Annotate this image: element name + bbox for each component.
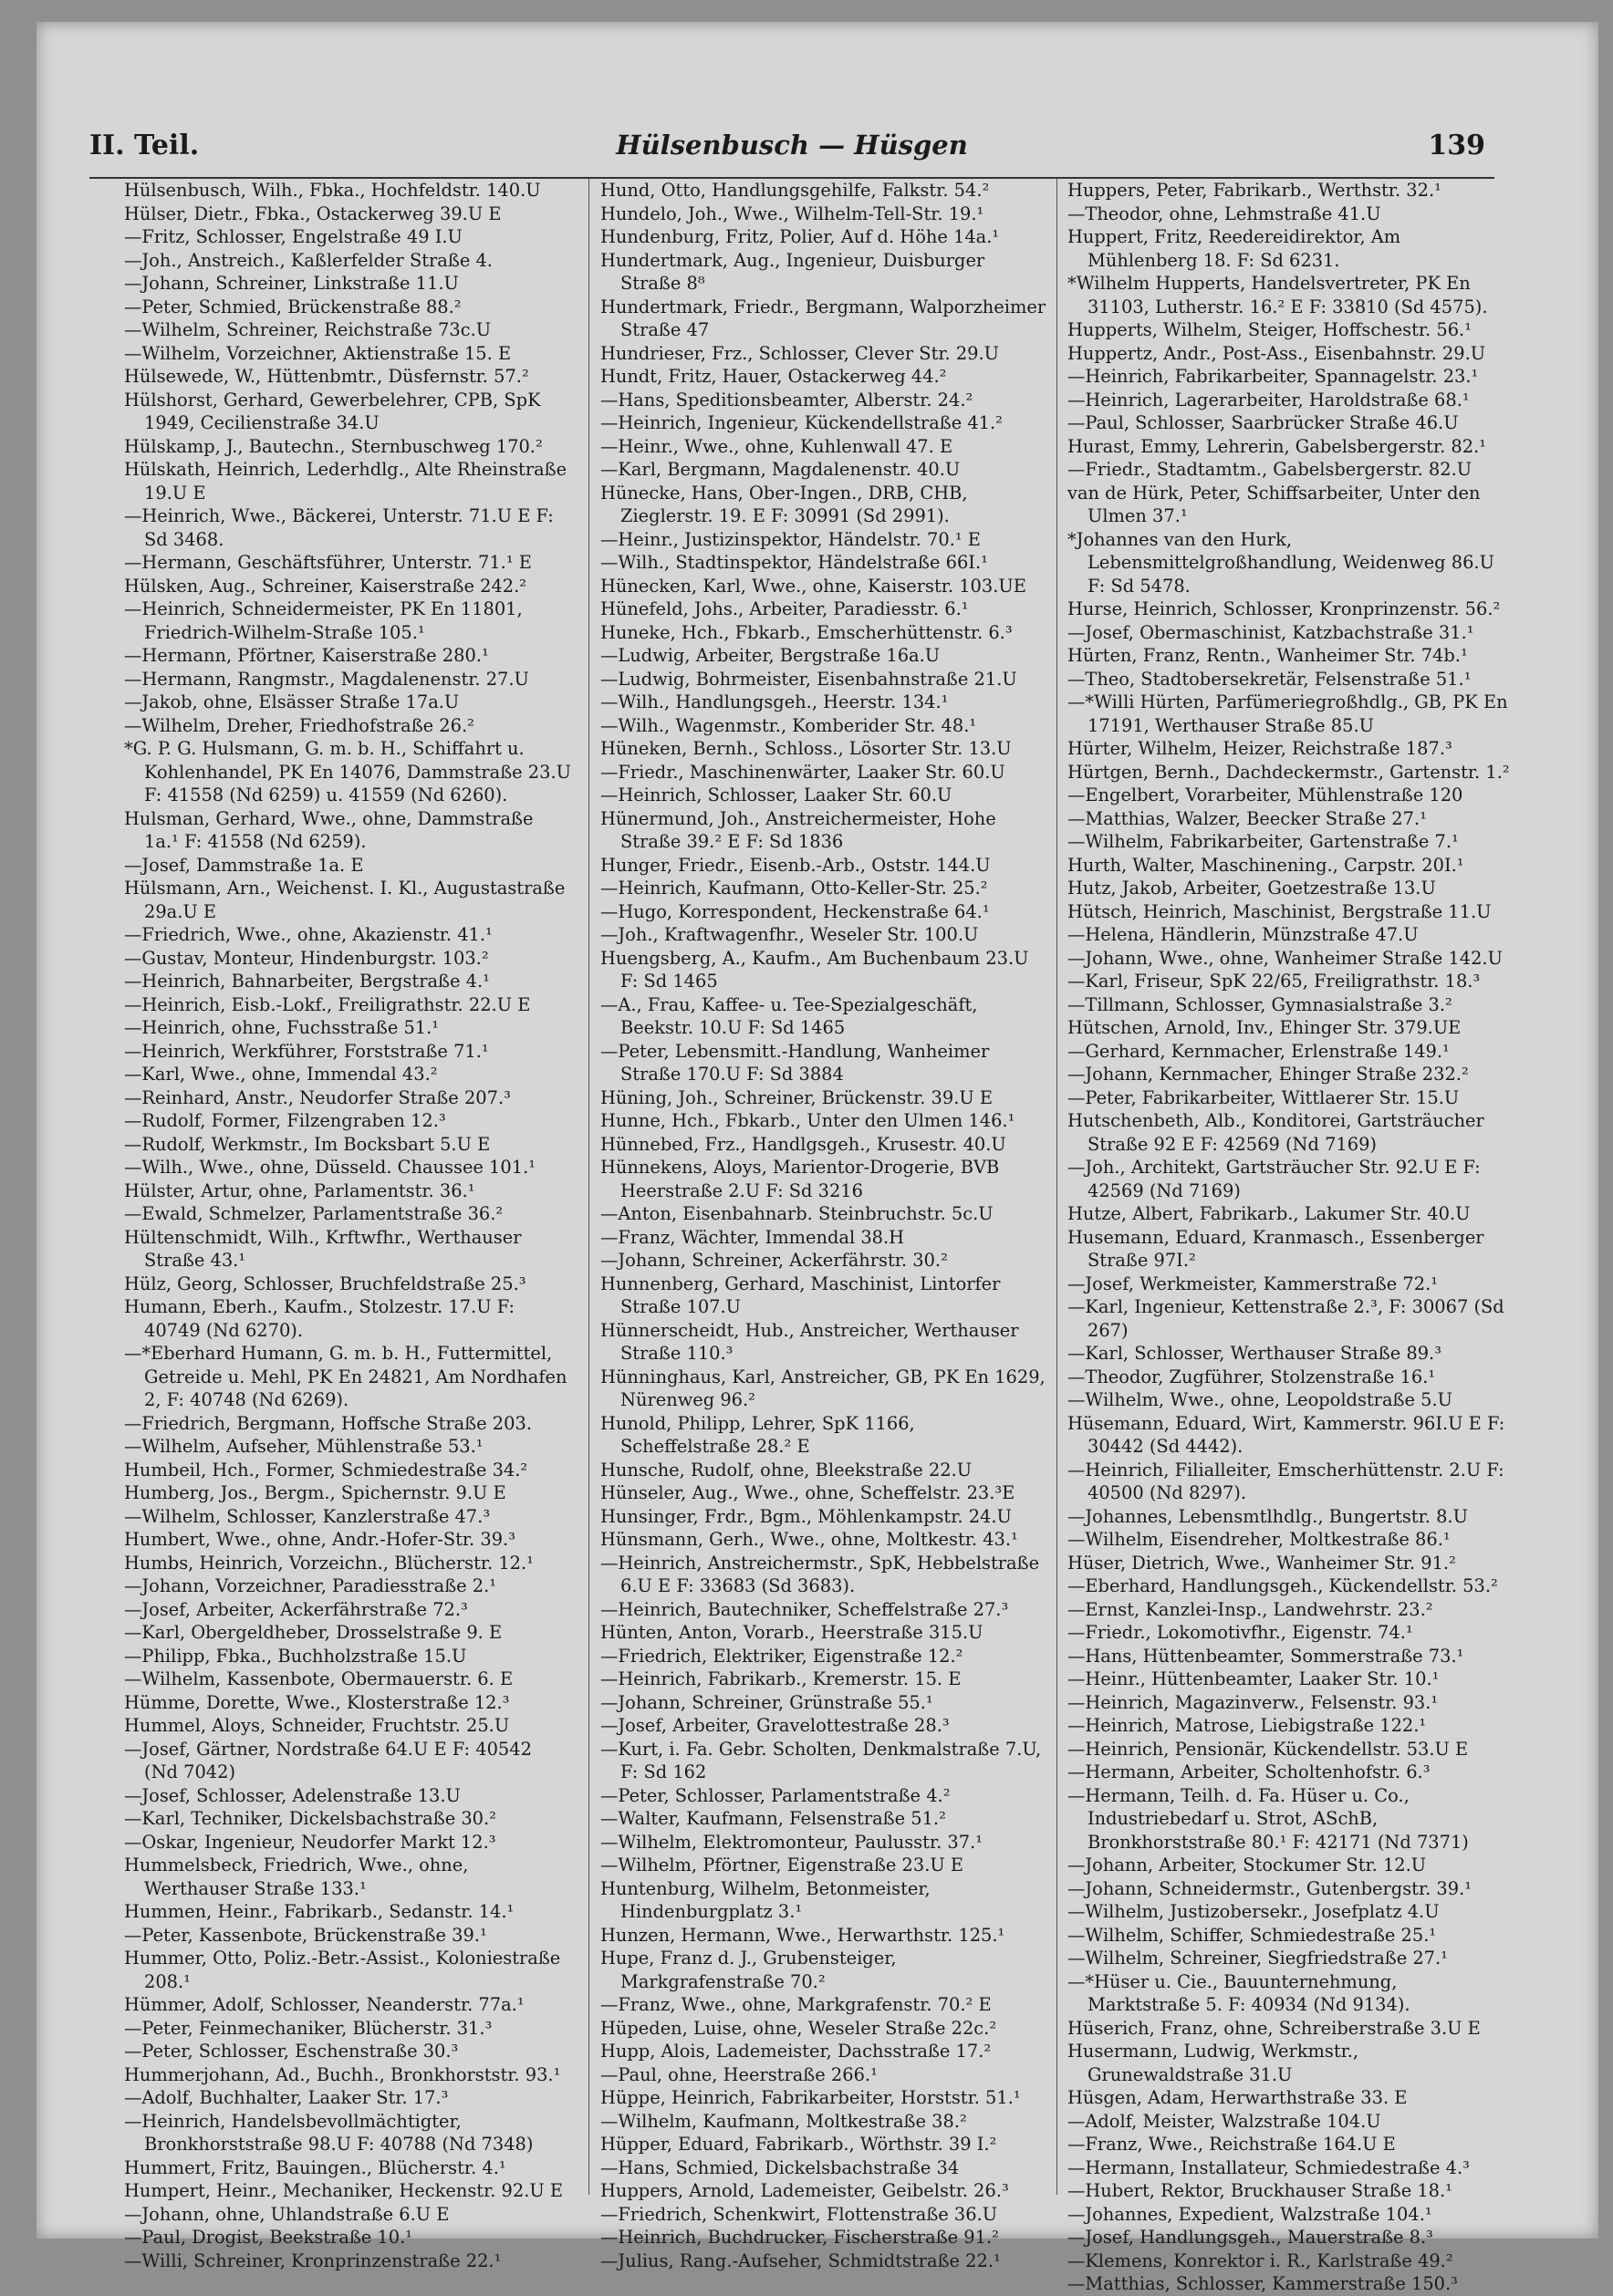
section-label: II. Teil. <box>89 130 200 161</box>
directory-entry: —Wilhelm, Kassenbote, Obermauerstr. 6. E <box>124 1668 514 1689</box>
directory-entry: —Theodor, ohne, Lehmstraße 41.U <box>1067 203 1381 224</box>
directory-entry: Humbert, Wwe., ohne, Andr.-Hofer-Str. 39.³ <box>124 1529 515 1550</box>
directory-entry: —Josef, Gärtner, Nordstraße 64.U E F: 40542 (Nd 7042) <box>124 1738 532 1782</box>
directory-entry: Hundrieser, Frz., Schlosser, Clever Str. 29.U <box>600 342 1000 364</box>
directory-entry: —Friedrich, Bergmann, Hoffsche Straße 203. <box>124 1412 532 1434</box>
directory-entry: Hupe, Franz d. J., Grubensteiger, Markgrafenstraße 70.² <box>600 1948 897 1992</box>
directory-entry: —Joh., Kraftwagenfhr., Weseler Str. 100.U <box>600 924 979 945</box>
directory-entry: —Heinrich, Bahnarbeiter, Bergstraße 4.¹ <box>124 971 490 992</box>
directory-entry: —Helena, Händlerin, Münzstraße 47.U <box>1067 924 1419 945</box>
directory-entry: —Hugo, Korrespondent, Heckenstraße 64.¹ <box>600 900 990 922</box>
directory-entry: —Heinrich, Handelsbevollmächtigter, Bronkhorststraße 98.U F: 40788 (Nd 7348) <box>124 2110 534 2155</box>
directory-entry: —Josef, Arbeiter, Gravelottestraße 28.³ <box>600 1715 950 1736</box>
directory-entry: —Wilhelm, Wwe., ohne, Leopoldstraße 5.U <box>1067 1389 1452 1410</box>
directory-entry: Hunold, Philipp, Lehrer, SpK 1166, Scheffelstraße 28.² E <box>600 1412 915 1457</box>
page-title: Hülsenbusch — Hüsgen <box>616 130 968 161</box>
directory-entry: —Peter, Feinmechaniker, Blücherstr. 31.³ <box>124 2017 493 2039</box>
directory-entry: —Heinrich, Anstreichermstr., SpK, Hebbelstraße 6.U E F: 33683 (Sd 3683). <box>600 1552 1040 1596</box>
directory-entry: Hummer, Otto, Poliz.-Betr.-Assist., Koloniestraße 208.¹ <box>124 1948 561 1992</box>
directory-entry: —Matthias, Walzer, Beecker Straße 27.¹ <box>1067 807 1427 829</box>
directory-entry: —Eberhard, Handlungsgeh., Kückendellstr. 53.² <box>1067 1575 1498 1596</box>
directory-entry: Hünnerscheidt, Hub., Anstreicher, Werthauser Straße 110.³ <box>600 1319 1019 1364</box>
directory-entry: Hunsinger, Frdr., Bgm., Möhlenkampstr. 24.U <box>600 1505 1012 1527</box>
directory-entry: Hunger, Friedr., Eisenb.-Arb., Oststr. 144.U <box>600 854 991 876</box>
directory-entry: Hurast, Emmy, Lehrerin, Gabelsbergerstr. 82.¹ <box>1067 435 1487 457</box>
directory-entry: Hupp, Alois, Lademeister, Dachsstraße 17.² <box>600 2041 992 2062</box>
directory-entry: —Heinrich, Matrose, Liebigstraße 122.¹ <box>1067 1715 1427 1736</box>
directory-entry: Hummen, Heinr., Fabrikarb., Sedanstr. 14.¹ <box>124 1901 515 1922</box>
directory-entry: —Hans, Hüttenbeamter, Sommerstraße 73.¹ <box>1067 1645 1464 1667</box>
directory-entry: —Ludwig, Arbeiter, Bergstraße 16a.U <box>600 645 941 666</box>
directory-entry: —Heinr., Justizinspektor, Händelstr. 70.¹ E <box>600 528 981 550</box>
directory-entry: *Johannes van den Hurk, Lebensmittelgroßhandlung, Weidenweg 86.U F: Sd 5478. <box>1067 528 1494 597</box>
directory-entry: Hundertmark, Aug., Ingenieur, Duisburger Straße 8⁸ <box>600 249 985 294</box>
directory-entry: —Hermann, Installateur, Schmiedestraße 4.³ <box>1067 2156 1470 2178</box>
directory-entry: —Reinhard, Anstr., Neudorfer Straße 207.³ <box>124 1086 511 1108</box>
directory-entry: —Julius, Rang.-Aufseher, Schmidtstraße 22.¹ <box>600 2249 1001 2271</box>
directory-entry: —Hermann, Rangmstr., Magdalenenstr. 27.U <box>124 668 529 690</box>
directory-entry: Hutz, Jakob, Arbeiter, Goetzestraße 13.U <box>1067 878 1436 899</box>
directory-entry: —Heinrich, Schlosser, Laaker Str. 60.U <box>600 784 952 805</box>
directory-entry: —Wilhelm, Schreiner, Reichstraße 73c.U <box>124 319 492 340</box>
directory-entry: —Joh., Anstreich., Kaßlerfelder Straße 4. <box>124 249 493 271</box>
directory-entry: —Karl, Obergeldheber, Drosselstraße 9. E <box>124 1622 503 1643</box>
directory-entry: —Philipp, Fbka., Buchholzstraße 15.U <box>124 1645 467 1667</box>
page-number: 139 <box>1428 130 1485 161</box>
directory-entry: —Engelbert, Vorarbeiter, Mühlenstraße 120 <box>1067 784 1463 805</box>
directory-entry: —Karl, Wwe., ohne, Immendal 43.² <box>124 1064 438 1085</box>
directory-entry: —Johann, Schreiner, Grünstraße 55.¹ <box>600 1691 933 1713</box>
directory-entry: Hulsman, Gerhard, Wwe., ohne, Dammstraße 1a.¹ F: 41558 (Nd 6259). <box>124 807 534 852</box>
directory-entry: —Heinrich, ohne, Fuchsstraße 51.¹ <box>124 1017 440 1038</box>
directory-entry: —Wilh., Stadtinspektor, Händelstraße 66I.¹ <box>600 552 988 573</box>
directory-entry: —Friedrich, Elektriker, Eigenstraße 12.² <box>600 1645 963 1667</box>
directory-entry: Hutschenbeth, Alb., Konditorei, Gartsträucher Straße 92 E F: 42569 (Nd 7169) <box>1067 1110 1484 1155</box>
directory-entry: —Hermann, Teilh. d. Fa. Hüser u. Co., Industriebedarf u. Strot, ASchB, Bronkhorststraße 80.¹ F: 42171 (Nd 7371) <box>1067 1784 1469 1853</box>
directory-entry: Humbs, Heinrich, Vorzeichn., Blücherstr. 12.¹ <box>124 1552 534 1574</box>
directory-entry: Hüpper, Eduard, Fabrikarb., Wörthstr. 39 I.² <box>600 2134 997 2155</box>
directory-entry: —Josef, Arbeiter, Ackerfährstraße 72.³ <box>124 1598 468 1620</box>
directory-entry: Humbeil, Hch., Former, Schmiedestraße 34.² <box>124 1459 528 1480</box>
directory-entry: Husermann, Ludwig, Werkmstr., Grunewaldstraße 31.U <box>1067 2041 1359 2085</box>
directory-entry: —Johannes, Lebensmtlhdlg., Bungertstr. 8.U <box>1067 1505 1468 1527</box>
directory-entry: Hürter, Wilhelm, Heizer, Reichstraße 187.³ <box>1067 738 1452 759</box>
directory-entry: Hülskath, Heinrich, Lederhdlg., Alte Rheinstraße 19.U E <box>124 459 567 504</box>
directory-entry: —Peter, Kassenbote, Brückenstraße 39.¹ <box>124 1924 487 1946</box>
directory-entry: —Peter, Schlosser, Eschenstraße 30.³ <box>124 2041 459 2062</box>
directory-entry: Hülsenbusch, Wilh., Fbka., Hochfeldstr. 140.U <box>124 180 541 201</box>
directory-entry: Hütsch, Heinrich, Maschinist, Bergstraße 11.U <box>1067 900 1492 922</box>
directory-entry: —Kurt, i. Fa. Gebr. Scholten, Denkmalstraße 7.U, F: Sd 162 <box>600 1738 1042 1782</box>
directory-entry: —Wilhelm, Pförtner, Eigenstraße 23.U E <box>600 1854 964 1875</box>
directory-entry: —Hans, Schmied, Dickelsbachstraße 34 <box>600 2156 960 2178</box>
directory-entry: —Heinrich, Filialleiter, Emscherhüttenstr. 2.U F: 40500 (Nd 8297). <box>1067 1459 1504 1503</box>
directory-entry: Husemann, Eduard, Kranmasch., Essenberger Straße 97I.² <box>1067 1226 1484 1271</box>
directory-entry: Hümme, Dorette, Wwe., Klosterstraße 12.³ <box>124 1691 510 1713</box>
directory-entry: —Rudolf, Werkmstr., Im Bocksbart 5.U E <box>124 1133 491 1155</box>
directory-entry: *Wilhelm Hupperts, Handelsvertreter, PK En 31103, Lutherstr. 16.² E F: 33810 (Sd 4575). <box>1067 273 1488 317</box>
directory-entry: —Wilhelm, Schiffer, Schmiedestraße 25.¹ <box>1067 1924 1437 1946</box>
directory-entry: —Rudolf, Former, Filzengraben 12.³ <box>124 1110 446 1131</box>
directory-entry: Hülsewede, W., Hüttenbmtr., Düsfernstr. 57.² <box>124 366 529 387</box>
directory-entry: —Wilhelm, Schreiner, Siegfriedstraße 27.¹ <box>1067 1948 1448 1969</box>
directory-entry: —A., Frau, Kaffee- u. Tee-Spezialgeschäft, Beekstr. 10.U F: Sd 1465 <box>600 993 978 1038</box>
directory-entry: Hürten, Franz, Rentn., Wanheimer Str. 74b.¹ <box>1067 645 1468 666</box>
directory-entry: —Heinrich, Werkführer, Forststraße 71.¹ <box>124 1040 489 1062</box>
directory-entry: Hülz, Georg, Schlosser, Bruchfeldstraße 25.³ <box>124 1273 526 1294</box>
directory-entry: —Karl, Bergmann, Magdalenenstr. 40.U <box>600 459 961 480</box>
directory-entry: —Johann, Schreiner, Linkstraße 11.U <box>124 273 459 294</box>
directory-entry: —Josef, Obermaschinist, Katzbachstraße 31.¹ <box>1067 621 1474 643</box>
directory-entry: Hunsche, Rudolf, ohne, Bleekstraße 22.U <box>600 1459 973 1480</box>
directory-entry: —Wilhelm, Schlosser, Kanzlerstraße 47.³ <box>124 1505 491 1527</box>
directory-entry: Hummelsbeck, Friedrich, Wwe., ohne, Werthauser Straße 133.¹ <box>124 1854 469 1899</box>
directory-entry: —Heinrich, Lagerarbeiter, Haroldstraße 68.¹ <box>1067 389 1470 410</box>
directory-entry: —Matthias, Schlosser, Kammerstraße 150.³ <box>1067 2273 1458 2294</box>
directory-entry: —Peter, Fabrikarbeiter, Wittlaerer Str. 15.U <box>1067 1086 1460 1108</box>
directory-entry: —Ernst, Kanzlei-Insp., Landwehrstr. 23.² <box>1067 1598 1433 1620</box>
directory-entry: —Wilhelm, Eisendreher, Moltkestraße 86.¹ <box>1067 1529 1451 1550</box>
directory-entry: Hüsgen, Adam, Herwarthstraße 33. E <box>1067 2087 1408 2108</box>
directory-entry: Hünsmann, Gerh., Wwe., ohne, Moltkestr. 43.¹ <box>600 1529 1018 1550</box>
directory-entry: —Hubert, Rektor, Bruckhauser Straße 18.¹ <box>1067 2180 1452 2201</box>
page-header <box>89 122 1494 179</box>
directory-entry: —Hermann, Arbeiter, Scholtenhofstr. 6.³ <box>1067 1761 1431 1782</box>
directory-entry: —Wilhelm, Aufseher, Mühlenstraße 53.¹ <box>124 1436 484 1457</box>
directory-entry: Hundelo, Joh., Wwe., Wilhelm-Tell-Str. 19.¹ <box>600 203 984 224</box>
directory-entry: —Heinrich, Magazinverw., Felsenstr. 93.¹ <box>1067 1691 1439 1713</box>
directory-entry: Hülster, Artur, ohne, Parlamentstr. 36.¹ <box>124 1179 475 1201</box>
directory-entry: Hünnekens, Aloys, Marientor-Drogerie, BVB Heerstraße 2.U F: Sd 3216 <box>600 1157 1000 1201</box>
directory-entry: —Johann, Schneidermstr., Gutenbergstr. 39.¹ <box>1067 1877 1473 1899</box>
directory-entry: Hülsken, Aug., Schreiner, Kaiserstraße 242.² <box>124 575 527 597</box>
directory-entry: —Josef, Dammstraße 1a. E <box>124 854 364 876</box>
directory-entry: —Franz, Wwe., ohne, Markgrafenstr. 70.² E <box>600 1994 992 2015</box>
directory-entry: —Friedrich, Wwe., ohne, Akazienstr. 41.¹ <box>124 924 493 945</box>
directory-entry: Hundenburg, Fritz, Polier, Auf d. Höhe 14a.¹ <box>600 226 1000 247</box>
directory-entry: —*Willi Hürten, Parfümeriegroßhdlg., GB, PK En 17191, Werthauser Straße 85.U <box>1067 691 1508 736</box>
directory-entry: —Wilhelm, Vorzeichner, Aktienstraße 15. E <box>124 342 512 364</box>
directory-entry: —Heinrich, Wwe., Bäckerei, Unterstr. 71.U E F: Sd 3468. <box>124 505 554 550</box>
directory-entry: —Theodor, Zugführer, Stolzenstraße 16.¹ <box>1067 1366 1436 1387</box>
directory-entry: —Peter, Schlosser, Parlamentstraße 4.² <box>600 1784 951 1806</box>
directory-entry: —Johann, Vorzeichner, Paradiesstraße 2.¹ <box>124 1575 497 1596</box>
directory-entry: Huppers, Peter, Fabrikarb., Werthstr. 32.¹ <box>1067 180 1441 201</box>
directory-entry: —Heinrich, Fabrikarb., Kremerstr. 15. E <box>600 1668 962 1689</box>
directory-entry: Hünefeld, Johs., Arbeiter, Paradiesstr. 6.¹ <box>600 598 969 619</box>
directory-entry: Huppert, Fritz, Reedereidirektor, Am Mühlenberg 18. F: Sd 6231. <box>1067 226 1401 271</box>
directory-entry: Hurth, Walter, Maschinening., Carpstr. 20I.¹ <box>1067 854 1464 876</box>
directory-entry: —Willi, Schreiner, Kronprinzenstraße 22.¹ <box>124 2249 502 2271</box>
directory-entry: Hünecken, Karl, Wwe., ohne, Kaiserstr. 103.UE <box>600 575 1026 597</box>
directory-entry: Hürtgen, Bernh., Dachdeckermstr., Gartenstr. 1.² <box>1067 761 1510 783</box>
directory-entry: —Johann, Schreiner, Ackerfährstr. 30.² <box>600 1250 948 1271</box>
directory-entry: Hülser, Dietr., Fbka., Ostackerweg 39.U E <box>124 203 502 224</box>
directory-entry: —Hans, Speditionsbeamter, Alberstr. 24.² <box>600 389 973 410</box>
directory-entry: Hundt, Fritz, Hauer, Ostackerweg 44.² <box>600 366 947 387</box>
directory-entry: Hünseler, Aug., Wwe., ohne, Scheffelstr. 23.³E <box>600 1482 1015 1503</box>
directory-entry: —Karl, Techniker, Dickelsbachstraße 30.² <box>124 1808 496 1829</box>
directory-entry: —Johann, Wwe., ohne, Wanheimer Straße 142.U <box>1067 947 1503 969</box>
directory-entry: —Oskar, Ingenieur, Neudorfer Markt 12.³ <box>124 1831 496 1853</box>
directory-entry: —Wilhelm, Fabrikarbeiter, Gartenstraße 7.¹ <box>1067 831 1459 852</box>
directory-entry: —Friedr., Stadtamtm., Gabelsbergerstr. 82.U <box>1067 459 1473 480</box>
directory-entry: —Friedr., Maschinenwärter, Laaker Str. 60.U <box>600 761 1005 783</box>
directory-entry: —Heinrich, Bautechniker, Scheffelstraße 27.³ <box>600 1598 1009 1620</box>
directory-entry: Huneke, Hch., Fbkarb., Emscherhüttenstr. 6.³ <box>600 621 1013 643</box>
directory-entry: —Heinrich, Ingenieur, Kückendellstraße 41.² <box>600 412 1003 433</box>
directory-entry: —Paul, ohne, Heerstraße 266.¹ <box>600 2063 878 2085</box>
directory-entry: Hunzen, Hermann, Wwe., Herwarthstr. 125.¹ <box>600 1924 1005 1946</box>
directory-entry: —Wilhelm, Dreher, Friedhofstraße 26.² <box>124 714 474 736</box>
directory-entry: —Heinrich, Buchdrucker, Fischerstraße 91.² <box>600 2227 999 2248</box>
directory-entry: —*Hüser u. Cie., Bauunternehmung, Marktstraße 5. F: 40934 (Nd 9134). <box>1067 1970 1410 2015</box>
directory-entry: Hutze, Albert, Fabrikarb., Lakumer Str. 40.U <box>1067 1203 1471 1224</box>
directory-entry: —Johannes, Expedient, Walzstraße 104.¹ <box>1067 2203 1432 2225</box>
directory-entry: Hüser, Dietrich, Wwe., Wanheimer Str. 91.² <box>1067 1552 1456 1574</box>
directory-entry: —Franz, Wächter, Immendal 38.H <box>600 1226 905 1248</box>
directory-entry: Hünninghaus, Karl, Anstreicher, GB, PK En 1629, Nürenweg 96.² <box>600 1366 1046 1410</box>
directory-entry: Hünten, Anton, Vorarb., Heerstraße 315.U <box>600 1622 983 1643</box>
directory-entry: Humpert, Heinr., Mechaniker, Heckenstr. 92.U E <box>124 2180 564 2201</box>
directory-entry: —Gerhard, Kernmacher, Erlenstraße 149.¹ <box>1067 1040 1450 1062</box>
column-1 <box>124 179 571 2271</box>
directory-entry: —Peter, Lebensmitt.-Handlung, Wanheimer Straße 170.U F: Sd 3884 <box>600 1040 990 1085</box>
directory-entry: —Friedrich, Schenkwirt, Flottenstraße 36.U <box>600 2203 998 2225</box>
directory-entry: —Heinrich, Kaufmann, Otto-Keller-Str. 25.² <box>600 878 988 899</box>
directory-entry: —Josef, Handlungsgeh., Mauerstraße 8.³ <box>1067 2227 1433 2248</box>
directory-entry: —Theo, Stadtobersekretär, Felsenstraße 51.¹ <box>1067 668 1472 690</box>
directory-entry: Hünecke, Hans, Ober-Ingen., DRB, CHB, Zieglerstr. 19. E F: 30991 (Sd 2991). <box>600 482 968 526</box>
directory-entry: —Fritz, Schlosser, Engelstraße 49 I.U <box>124 226 463 247</box>
directory-entry: Hünnebed, Frz., Handlgsgeh., Krusestr. 40.U <box>600 1133 1006 1155</box>
directory-entry: Hüserich, Franz, ohne, Schreiberstraße 3.U E <box>1067 2017 1481 2039</box>
directory-page <box>36 22 1598 2294</box>
directory-entry: Hültenschmidt, Wilh., Krftwfhr., Werthauser Straße 43.¹ <box>124 1226 522 1271</box>
directory-entry: Hünermund, Joh., Anstreichermeister, Hohe Straße 39.² E F: Sd 1836 <box>600 807 996 852</box>
directory-entry: Hunnenberg, Gerhard, Maschinist, Lintorfer Straße 107.U <box>600 1273 1001 1317</box>
directory-entry: —Heinrich, Fabrikarbeiter, Spannagelstr. 23.¹ <box>1067 366 1479 387</box>
directory-entry: —Josef, Schlosser, Adelenstraße 13.U <box>124 1784 461 1806</box>
directory-entry: Huppertz, Andr., Post-Ass., Eisenbahnstr. 29.U <box>1067 342 1486 364</box>
directory-entry: —Friedr., Lokomotivfhr., Eigenstr. 74.¹ <box>1067 1622 1413 1643</box>
directory-entry: —Peter, Schmied, Brückenstraße 88.² <box>124 296 462 317</box>
directory-entry: van de Hürk, Peter, Schiffsarbeiter, Unter den Ulmen 37.¹ <box>1067 482 1481 526</box>
directory-entry: Huntenburg, Wilhelm, Betonmeister, Hindenburgplatz 3.¹ <box>600 1877 931 1922</box>
directory-entry: —Paul, Schlosser, Saarbrücker Straße 46.U <box>1067 412 1459 433</box>
directory-entry: Huengsberg, A., Kaufm., Am Buchenbaum 23.U F: Sd 1465 <box>600 947 1029 992</box>
directory-entry: —Paul, Drogist, Beekstraße 10.¹ <box>124 2227 413 2248</box>
directory-entry: Hunne, Hch., Fbkarb., Unter den Ulmen 146.¹ <box>600 1110 1015 1131</box>
directory-entry: Hummert, Fritz, Bauingen., Blücherstr. 4.¹ <box>124 2156 506 2178</box>
directory-entry: —Karl, Schlosser, Werthauser Straße 89.³ <box>1067 1343 1441 1364</box>
directory-entry: Hundertmark, Friedr., Bergmann, Walporzheimer Straße 47 <box>600 296 1046 340</box>
directory-entry: —Walter, Kaufmann, Felsenstraße 51.² <box>600 1808 946 1829</box>
directory-entry: Hümmer, Adolf, Schlosser, Neanderstr. 77a.¹ <box>124 1994 525 2015</box>
column-divider <box>588 179 589 2195</box>
directory-entry: —Adolf, Buchhalter, Laaker Str. 17.³ <box>124 2087 449 2108</box>
directory-entry: —Wilh., Wwe., ohne, Düsseld. Chaussee 101.¹ <box>124 1157 536 1178</box>
directory-entry: —Jakob, ohne, Elsässer Straße 17a.U <box>124 691 460 712</box>
directory-entry: —Heinr., Hüttenbeamter, Laaker Str. 10.¹ <box>1067 1668 1440 1689</box>
directory-entry: —Wilhelm, Justizobersekr., Josefplatz 4.U <box>1067 1901 1440 1922</box>
directory-entry: —Johann, ohne, Uhlandstraße 6.U E <box>124 2203 450 2225</box>
directory-entry: Hupperts, Wilhelm, Steiger, Hoffschestr. 56.¹ <box>1067 319 1472 340</box>
directory-entry: —Gustav, Monteur, Hindenburgstr. 103.² <box>124 947 489 969</box>
column-divider <box>1056 179 1057 2195</box>
directory-entry: —Heinrich, Schneidermeister, PK En 11801, Friedrich-Wilhelm-Straße 105.¹ <box>124 598 523 643</box>
directory-entry: —Wilhelm, Kaufmann, Moltkestraße 38.² <box>600 2110 967 2132</box>
directory-entry: Hüpeden, Luise, ohne, Weseler Straße 22c.² <box>600 2017 997 2039</box>
directory-entry: —*Eberhard Humann, G. m. b. H., Futtermittel, Getreide u. Mehl, PK En 24821, Am Nordhafen 2, F: 40748 (Nd 6269). <box>124 1343 567 1410</box>
directory-entry: —Johann, Kernmacher, Ehinger Straße 232.² <box>1067 1064 1469 1085</box>
directory-entry: Hüppe, Heinrich, Fabrikarbeiter, Horststr. 51.¹ <box>600 2087 1021 2108</box>
directory-entry: —Josef, Werkmeister, Kammerstraße 72.¹ <box>1067 1273 1439 1294</box>
directory-entry: —Wilhelm, Elektromonteur, Paulusstr. 37.¹ <box>600 1831 983 1853</box>
directory-entry: Hülsmann, Arn., Weichenst. I. Kl., Augustastraße 29a.U E <box>124 878 566 922</box>
directory-entry: Hüsemann, Eduard, Wirt, Kammerstr. 96I.U E F: 30442 (Sd 4442). <box>1067 1412 1505 1457</box>
directory-entry: —Wilh., Handlungsgeh., Heerstr. 134.¹ <box>600 691 949 712</box>
directory-entry: —Heinrich, Pensionär, Kückendellstr. 53.U E <box>1067 1738 1469 1760</box>
directory-entry: Humberg, Jos., Bergm., Spichernstr. 9.U E <box>124 1482 506 1503</box>
directory-entry: —Ewald, Schmelzer, Parlamentstraße 36.² <box>124 1203 504 1224</box>
directory-entry: Humann, Eberh., Kaufm., Stolzestr. 17.U F: 40749 (Nd 6270). <box>124 1296 515 1341</box>
directory-entry: —Klemens, Konrektor i. R., Karlstraße 49.² <box>1067 2249 1453 2271</box>
directory-entry: —Karl, Friseur, SpK 22/65, Freiligrathstr. 18.³ <box>1067 971 1481 992</box>
directory-entry: Hülskamp, J., Bautechn., Sternbuschweg 170.² <box>124 435 543 457</box>
directory-entry: *G. P. G. Hulsmann, G. m. b. H., Schiffahrt u. Kohlenhandel, PK En 14076, Dammstraße 23.U F: 41558 (Nd 6259) u. 41559 (Nd 6260). <box>124 738 571 805</box>
directory-entry: —Wilh., Wagenmstr., Komberider Str. 48.¹ <box>600 714 977 736</box>
directory-entry: Hummerjohann, Ad., Buchh., Bronkhorststr. 93.¹ <box>124 2063 561 2085</box>
directory-entry: Hund, Otto, Handlungsgehilfe, Falkstr. 54.² <box>600 180 990 201</box>
directory-entry: —Hermann, Pförtner, Kaiserstraße 280.¹ <box>124 645 489 666</box>
directory-entry: Hummel, Aloys, Schneider, Fruchtstr. 25.U <box>124 1715 510 1736</box>
directory-entry: —Johann, Arbeiter, Stockumer Str. 12.U <box>1067 1854 1427 1875</box>
directory-entry: Huppers, Arnold, Lademeister, Geibelstr. 26.³ <box>600 2180 1009 2201</box>
directory-entry: —Franz, Wwe., Reichstraße 164.U E <box>1067 2134 1396 2155</box>
directory-entry: Hüning, Joh., Schreiner, Brückenstr. 39.U E <box>600 1086 994 1108</box>
directory-entry: —Heinrich, Eisb.-Lokf., Freiligrathstr. 22.U E <box>124 993 531 1015</box>
directory-entry: —Karl, Ingenieur, Kettenstraße 2.³, F: 30067 (Sd 267) <box>1067 1296 1504 1341</box>
directory-entry: —Hermann, Geschäftsführer, Unterstr. 71.¹ E <box>124 552 532 573</box>
directory-entry: Hüneken, Bernh., Schloss., Lösorter Str. 13.U <box>600 738 1012 759</box>
column-3 <box>1067 179 1514 2294</box>
directory-entry: —Anton, Eisenbahnarb. Steinbruchstr. 5c.U <box>600 1203 994 1224</box>
directory-entry: —Ludwig, Bohrmeister, Eisenbahnstraße 21.U <box>600 668 1017 690</box>
directory-entry: —Adolf, Meister, Walzstraße 104.U <box>1067 2110 1381 2132</box>
column-2 <box>600 179 1047 2271</box>
directory-entry: Hütschen, Arnold, Inv., Ehinger Str. 379.UE <box>1067 1017 1462 1038</box>
directory-entry: —Joh., Architekt, Gartsträucher Str. 92.U E F: 42569 (Nd 7169) <box>1067 1157 1481 1201</box>
directory-entry: Hülshorst, Gerhard, Gewerbelehrer, CPB, SpK 1949, Cecilienstraße 34.U <box>124 389 541 433</box>
directory-entry: —Heinr., Wwe., ohne, Kuhlenwall 47. E <box>600 435 953 457</box>
directory-entry: —Tillmann, Schlosser, Gymnasialstraße 3.² <box>1067 993 1452 1015</box>
directory-entry: Hurse, Heinrich, Schlosser, Kronprinzenstr. 56.² <box>1067 598 1501 619</box>
